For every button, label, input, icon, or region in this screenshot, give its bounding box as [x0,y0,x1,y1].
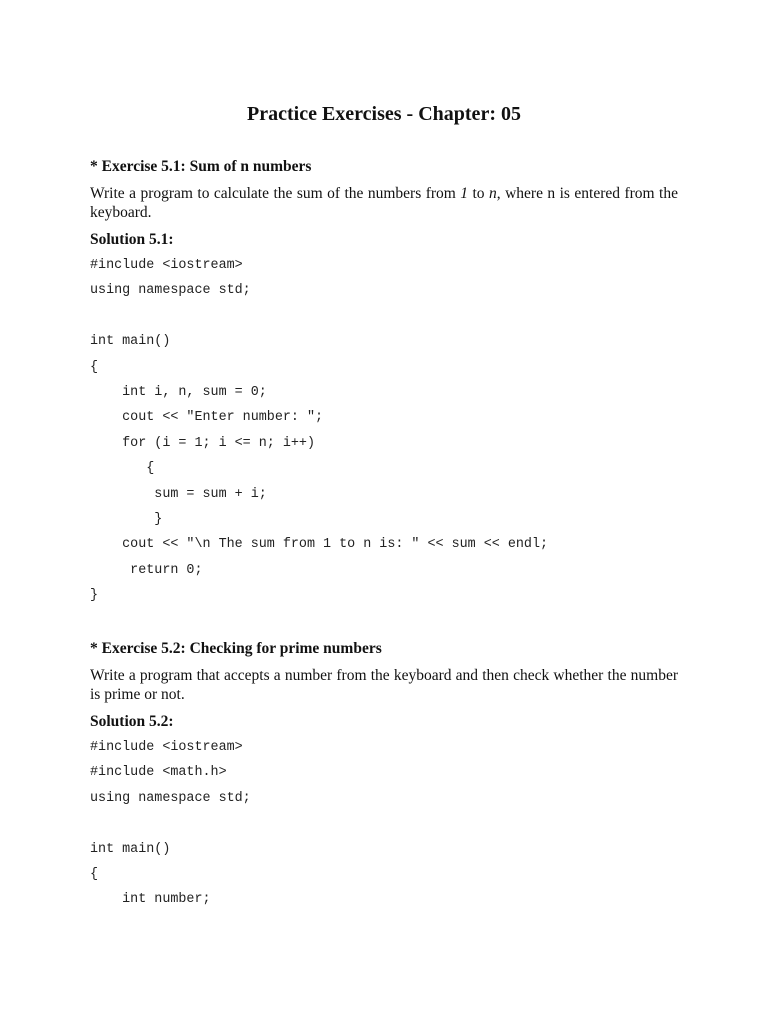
exercise-5-1-desc-part-c: , where n is entered from the keyboard. [90,185,678,221]
solution-5-1-code: #include <iostream> using namespace std; int main() { int i, n, sum = 0; cout << "Enter number: "; for (i = 1; i <= n; i++) { sum = sum + i; } cout << "\n The sum from 1 to n is: " << sum << endl; return 0; } [90,258,549,604]
solution-5-2-heading: Solution 5.2: [90,713,174,730]
exercise-5-2-heading: * Exercise 5.2: Checking for prime numbers [90,640,382,657]
exercise-5-1-description [90,184,678,222]
exercise-5-1-desc-n: n [489,185,497,202]
solution-5-2-code: #include <iostream> #include <math.h> using namespace std; int main() { int number; [90,740,251,908]
exercise-5-1-desc-one: 1 [460,185,469,202]
page-title: Practice Exercises - Chapter: 05 [247,103,521,125]
solution-5-1-heading: Solution 5.1: [90,231,174,248]
exercise-5-1-heading: * Exercise 5.1: Sum of n numbers [90,158,312,175]
exercise-5-1-desc-part-b: to [468,185,490,202]
exercise-5-1-desc-part-a: Write a program to calculate the sum of the numbers from [90,185,461,202]
exercise-5-2-description: Write a program that accepts a number from the keyboard and then check whether the number is prime or not. [90,667,678,703]
